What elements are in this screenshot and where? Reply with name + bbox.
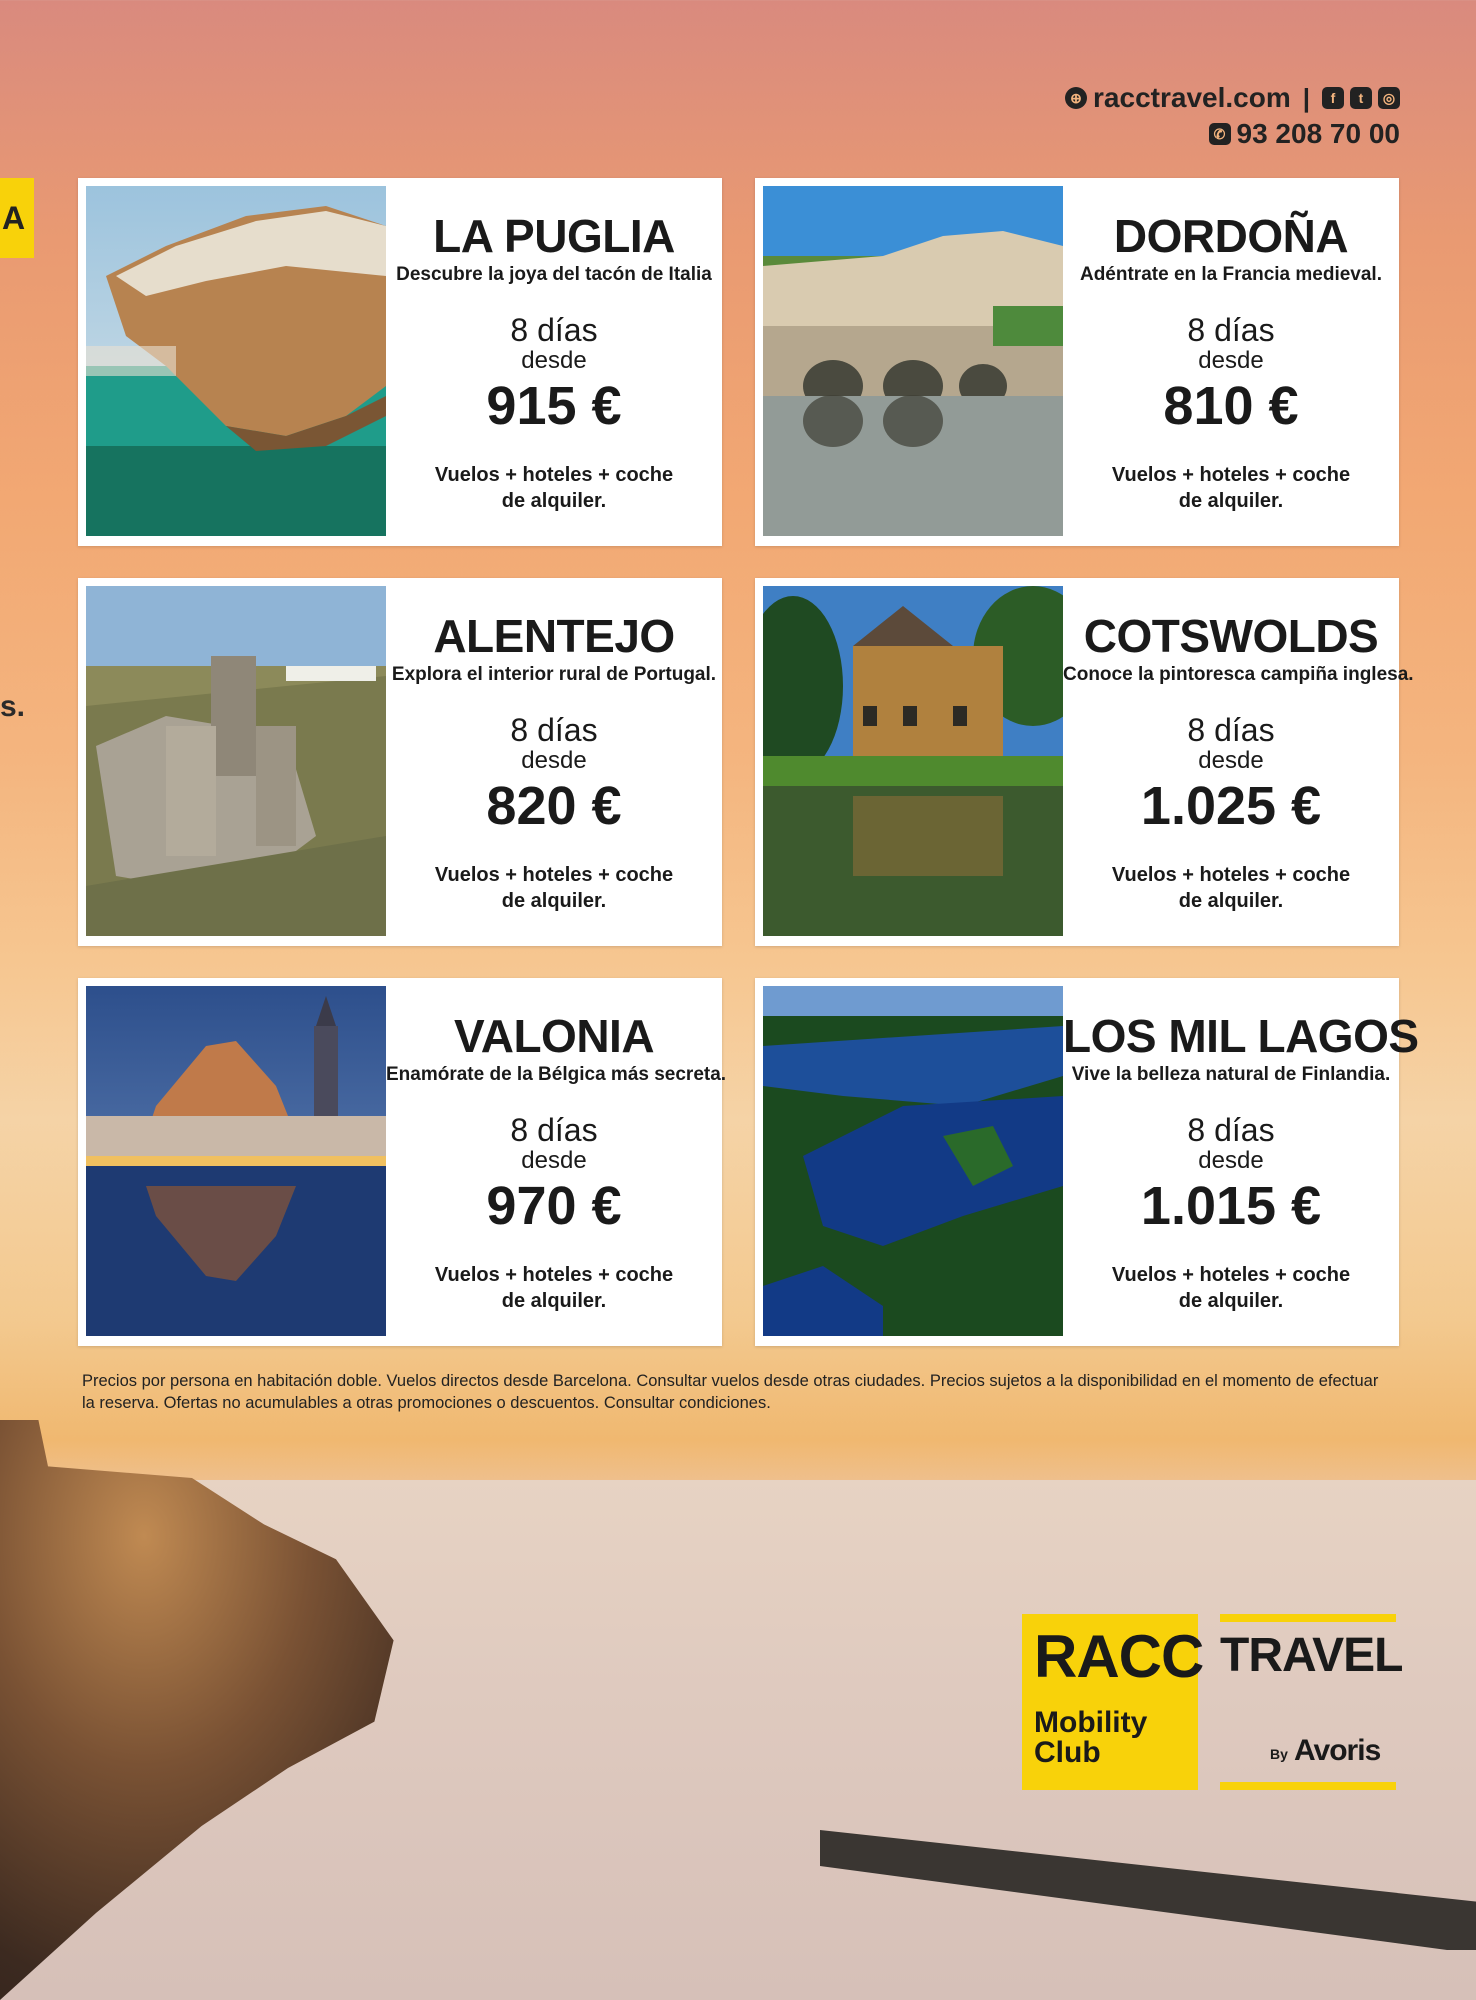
instagram-icon[interactable]: ◎ — [1378, 87, 1400, 109]
price: 810 € — [1163, 376, 1299, 436]
price-from-label: desde — [1198, 1147, 1264, 1174]
destination-name: DORDOÑA — [1113, 210, 1349, 262]
logo-bar-bottom — [1220, 1782, 1396, 1790]
includes-line-1: Vuelos + hoteles + coche — [1111, 464, 1351, 486]
includes-line-2: de alquiler. — [501, 890, 607, 912]
globe-icon: ⊕ — [1065, 87, 1087, 109]
trip-duration: 8 días — [510, 1112, 598, 1148]
price-disclaimer: Precios por persona en habitación doble. Vuelos directos desde Barcelona. Consultar vuelos desde otras ciudades. Precios sujetos a la disponibilidad en el momento de efectuar la reserva. Ofertas no acumulables a otras promociones o descuentos. Consultar condiciones. — [82, 1372, 1379, 1412]
price-from-label: desde — [1198, 747, 1264, 774]
price-from-label: desde — [521, 1147, 587, 1174]
destination-subtitle: Conoce la pintoresca campiña inglesa. — [1063, 664, 1414, 685]
destination-name: ALENTEJO — [433, 610, 675, 662]
offer-info — [1063, 178, 1399, 546]
includes-line-1: Vuelos + hoteles + coche — [1111, 1264, 1351, 1286]
destination-name: LOS MIL LAGOS — [1063, 1010, 1419, 1062]
phone-number[interactable]: 93 208 70 00 — [1236, 118, 1400, 149]
price: 915 € — [486, 376, 622, 436]
side-text-fragment: s. — [0, 690, 26, 723]
destination-subtitle: Vive la belleza natural de Finlandia. — [1071, 1064, 1391, 1085]
price: 820 € — [486, 776, 622, 836]
avoris-wordmark: Avoris — [1294, 1734, 1381, 1767]
racc-travel-logo — [1220, 1614, 1403, 1790]
dordona-photo — [763, 186, 1063, 536]
destination-subtitle: Enamórate de la Bélgica más secreta. — [386, 1064, 727, 1085]
offer-info — [1063, 978, 1419, 1346]
trip-duration: 8 días — [1187, 1112, 1275, 1148]
facebook-icon[interactable]: f — [1322, 87, 1344, 109]
includes-line-2: de alquiler. — [501, 1290, 607, 1312]
by-label: By — [1270, 1746, 1288, 1762]
offer-card-alentejo[interactable] — [78, 578, 722, 946]
logo-bar-top — [1220, 1614, 1396, 1622]
valonia-photo — [86, 986, 386, 1336]
racc-wordmark: RACC — [1034, 1623, 1204, 1690]
destination-subtitle: Explora el interior rural de Portugal. — [391, 664, 717, 685]
twitter-icon[interactable]: t — [1350, 87, 1372, 109]
offer-card-cotswolds[interactable] — [755, 578, 1414, 946]
offer-card-dordona[interactable] — [755, 178, 1399, 546]
club-label: Club — [1034, 1736, 1101, 1769]
offer-info — [386, 178, 722, 546]
trip-duration: 8 días — [1187, 712, 1275, 748]
offer-info — [1063, 578, 1414, 946]
price: 1.025 € — [1140, 776, 1322, 836]
price: 970 € — [486, 1176, 622, 1236]
los-mil-lagos-photo — [763, 986, 1063, 1336]
website-link[interactable]: racctravel.com — [1093, 82, 1291, 113]
separator: | — [1302, 82, 1310, 113]
includes-line-2: de alquiler. — [1178, 490, 1284, 512]
trip-duration: 8 días — [1187, 312, 1275, 348]
racc-mobility-club-logo — [1022, 1614, 1204, 1790]
trip-duration: 8 días — [510, 312, 598, 348]
destination-subtitle: Adéntrate en la Francia medieval. — [1079, 264, 1382, 285]
phone-icon: ✆ — [1209, 123, 1231, 145]
travel-wordmark: TRAVEL — [1220, 1629, 1403, 1682]
includes-line-2: de alquiler. — [1178, 890, 1284, 912]
destination-subtitle: Descubre la joya del tacón de Italia — [396, 264, 712, 285]
contact-block — [1065, 80, 1400, 152]
side-tab — [0, 178, 34, 258]
offer-info — [386, 978, 727, 1346]
includes-line-1: Vuelos + hoteles + coche — [434, 464, 674, 486]
alentejo-photo — [86, 586, 386, 936]
price-from-label: desde — [521, 347, 587, 374]
cotswolds-photo — [763, 586, 1063, 936]
destination-name: VALONIA — [453, 1010, 655, 1062]
price-from-label: desde — [521, 747, 587, 774]
includes-line-1: Vuelos + hoteles + coche — [434, 864, 674, 886]
trip-duration: 8 días — [510, 712, 598, 748]
price: 1.015 € — [1140, 1176, 1322, 1236]
destination-name: COTSWOLDS — [1083, 610, 1379, 662]
includes-line-1: Vuelos + hoteles + coche — [434, 1264, 674, 1286]
price-from-label: desde — [1198, 347, 1264, 374]
offer-info — [386, 578, 722, 946]
side-tab-letter: A — [2, 199, 26, 236]
destination-name: LA PUGLIA — [433, 210, 675, 262]
offer-card-la-puglia[interactable] — [78, 178, 722, 546]
mobility-label: Mobility — [1034, 1706, 1148, 1739]
includes-line-1: Vuelos + hoteles + coche — [1111, 864, 1351, 886]
includes-line-2: de alquiler. — [1178, 1290, 1284, 1312]
offer-card-valonia[interactable] — [78, 978, 727, 1346]
includes-line-2: de alquiler. — [501, 490, 607, 512]
la-puglia-photo — [86, 186, 386, 536]
offer-card-los-mil-lagos[interactable] — [755, 978, 1419, 1346]
